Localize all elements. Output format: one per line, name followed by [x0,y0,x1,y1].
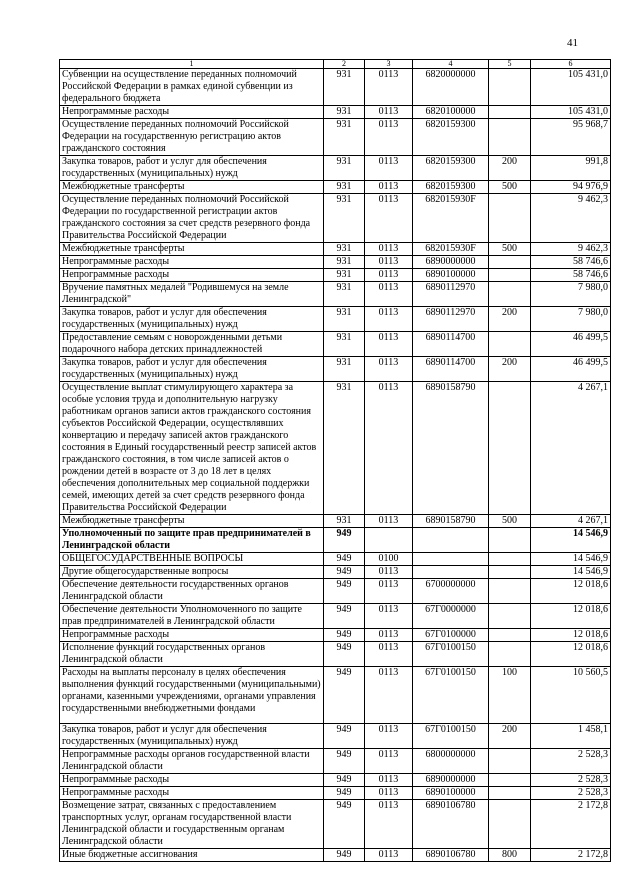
row-rzpr: 0113 [365,382,413,515]
row-rzpr: 0113 [365,69,413,106]
row-rzpr: 0113 [365,604,413,629]
row-name: Закупка товаров, работ и услуг для обеспечения государственных (муниципальных) нужд [60,724,324,749]
row-csr: 6890000000 [413,774,489,787]
row-vr: 200 [489,357,531,382]
row-rzpr: 0113 [365,515,413,528]
header-col-2: 2 [324,60,365,69]
row-vr [489,629,531,642]
row-csr: 6890106780 [413,849,489,862]
budget-table [59,59,611,862]
row-name: Непрограммные расходы [60,106,324,119]
row-vr [489,604,531,629]
row-csr: 6890100000 [413,269,489,282]
row-name: Осуществление выплат стимулирующего характера за особые условия труда и дополнительную нагрузку работникам органов записи актов гражданского состояния субъектов Российской Федерации, осуществлявших конвертацию и передачу записей актов гражданского состояния в Единый государственный реестр записей актов гражданского состояния, в том числе записей актов о рождении детей в возрасте от 3 до 18 лет в целях обеспечения дополнительных мер социальной поддержки семей, имеющих детей за счет средств резервного фонда Правительства Российской Федерации [60,382,324,515]
table-row [60,749,611,774]
row-sum: 46 499,5 [531,357,611,382]
row-name: Субвенции на осуществление переданных полномочий Российской Федерации в рамках единой субвенции из федерального бюджета [60,69,324,106]
row-ved: 931 [324,515,365,528]
row-rzpr: 0113 [365,307,413,332]
row-csr: 67Г0100000 [413,629,489,642]
row-ved: 931 [324,69,365,106]
row-vr: 500 [489,181,531,194]
row-csr: 6700000000 [413,579,489,604]
row-sum: 7 980,0 [531,282,611,307]
row-csr: 6890158790 [413,515,489,528]
row-sum: 95 968,7 [531,119,611,156]
row-ved: 949 [324,787,365,800]
row-sum: 2 528,3 [531,787,611,800]
table-row [60,515,611,528]
row-csr: 682015930F [413,243,489,256]
row-vr [489,256,531,269]
row-csr: 6820100000 [413,106,489,119]
table-row [60,629,611,642]
table-row [60,307,611,332]
table-row [60,528,611,553]
row-csr: 6820159300 [413,119,489,156]
row-ved: 949 [324,629,365,642]
table-row [60,119,611,156]
table-row [60,156,611,181]
row-sum: 1 458,1 [531,724,611,749]
row-rzpr: 0113 [365,269,413,282]
row-ved: 949 [324,800,365,849]
row-sum: 58 746,6 [531,269,611,282]
row-ved: 931 [324,269,365,282]
row-name: Непрограммные расходы [60,269,324,282]
table-row [60,382,611,515]
table-row [60,69,611,106]
row-ved: 949 [324,579,365,604]
row-csr: 6890100000 [413,787,489,800]
row-sum: 2 528,3 [531,774,611,787]
row-name: Иные бюджетные ассигнования [60,849,324,862]
row-sum: 12 018,6 [531,579,611,604]
table-row [60,332,611,357]
table-header-row [60,60,611,69]
row-rzpr: 0113 [365,282,413,307]
row-sum: 9 462,3 [531,243,611,256]
row-ved: 931 [324,106,365,119]
row-name: Непрограммные расходы [60,774,324,787]
row-vr [489,269,531,282]
row-name: Межбюджетные трансферты [60,243,324,256]
row-csr [413,528,489,553]
row-rzpr: 0113 [365,357,413,382]
row-csr: 6890106780 [413,800,489,849]
row-name: Закупка товаров, работ и услуг для обеспечения государственных (муниципальных) нужд [60,156,324,181]
row-name: ОБЩЕГОСУДАРСТВЕННЫЕ ВОПРОСЫ [60,553,324,566]
row-csr: 6890114700 [413,357,489,382]
row-vr [489,800,531,849]
row-name: Межбюджетные трансферты [60,181,324,194]
row-vr: 200 [489,156,531,181]
row-sum: 94 976,9 [531,181,611,194]
row-ved: 931 [324,194,365,243]
row-ved: 931 [324,256,365,269]
row-name: Закупка товаров, работ и услуг для обеспечения государственных (муниципальных) нужд [60,307,324,332]
row-csr: 67Г0100150 [413,667,489,724]
table-row [60,181,611,194]
row-ved: 949 [324,553,365,566]
row-csr: 6820159300 [413,156,489,181]
row-name: Осуществление переданных полномочий Российской Федерации по государственной регистрации актов гражданского состояния за счет средств резервного фонда Правительства Российской Федерации [60,194,324,243]
header-col-3: 3 [365,60,413,69]
row-rzpr [365,528,413,553]
row-name: Возмещение затрат, связанных с предоставлением транспортных услуг, органам государственной власти Ленинградской области и государственным органам Ленинградской области [60,800,324,849]
row-csr: 67Г0100150 [413,642,489,667]
row-sum: 4 267,1 [531,382,611,515]
row-sum: 14 546,9 [531,528,611,553]
row-sum: 105 431,0 [531,106,611,119]
row-vr: 200 [489,724,531,749]
row-name: Обеспечение деятельности государственных органов Ленинградской области [60,579,324,604]
row-vr: 500 [489,243,531,256]
row-sum: 12 018,6 [531,604,611,629]
row-vr [489,553,531,566]
row-rzpr: 0113 [365,787,413,800]
table-row [60,849,611,862]
row-sum: 12 018,6 [531,629,611,642]
row-ved: 931 [324,119,365,156]
table-row [60,774,611,787]
row-csr: 67Г0100150 [413,724,489,749]
table-row [60,724,611,749]
row-ved: 931 [324,181,365,194]
row-vr [489,332,531,357]
row-vr [489,69,531,106]
row-vr: 800 [489,849,531,862]
row-rzpr: 0113 [365,667,413,724]
row-vr: 100 [489,667,531,724]
row-sum: 2 528,3 [531,749,611,774]
row-sum: 10 560,5 [531,667,611,724]
table-row [60,604,611,629]
row-name: Другие общегосударственные вопросы [60,566,324,579]
row-ved: 949 [324,849,365,862]
row-ved: 949 [324,528,365,553]
row-ved: 949 [324,667,365,724]
row-rzpr: 0113 [365,724,413,749]
row-name: Закупка товаров, работ и услуг для обеспечения государственных (муниципальных) нужд [60,357,324,382]
row-rzpr: 0113 [365,106,413,119]
table-row [60,579,611,604]
row-sum: 4 267,1 [531,515,611,528]
row-sum: 14 546,9 [531,566,611,579]
row-sum: 12 018,6 [531,642,611,667]
row-ved: 931 [324,282,365,307]
row-ved: 931 [324,357,365,382]
row-rzpr: 0113 [365,849,413,862]
row-name: Межбюджетные трансферты [60,515,324,528]
table-row [60,194,611,243]
row-ved: 949 [324,604,365,629]
row-ved: 949 [324,724,365,749]
row-vr [489,528,531,553]
row-rzpr: 0113 [365,566,413,579]
row-name: Осуществление переданных полномочий Российской Федерации на государственную регистрацию актов гражданского состояния [60,119,324,156]
row-vr [489,642,531,667]
table-row [60,243,611,256]
row-rzpr: 0100 [365,553,413,566]
row-ved: 931 [324,382,365,515]
row-rzpr: 0113 [365,642,413,667]
row-name: Расходы на выплаты персоналу в целях обеспечения выполнения функций государственными (муниципальными) органами, казенными учреждениями, органами управления государственными внебюджетными фондами [60,667,324,724]
table-row [60,667,611,724]
table-row [60,256,611,269]
row-rzpr: 0113 [365,194,413,243]
row-vr [489,774,531,787]
row-csr [413,553,489,566]
row-vr [489,282,531,307]
row-ved: 931 [324,307,365,332]
row-csr: 6890114700 [413,332,489,357]
row-vr [489,382,531,515]
row-vr [489,106,531,119]
row-sum: 2 172,8 [531,849,611,862]
header-col-4: 4 [413,60,489,69]
row-csr: 6800000000 [413,749,489,774]
row-rzpr: 0113 [365,774,413,787]
row-rzpr: 0113 [365,749,413,774]
row-name: Уполномоченный по защите прав предпринимателей в Ленинградской области [60,528,324,553]
table-row [60,106,611,119]
row-csr: 6890112970 [413,282,489,307]
table-row [60,357,611,382]
row-sum: 46 499,5 [531,332,611,357]
row-rzpr: 0113 [365,629,413,642]
table-row [60,642,611,667]
row-rzpr: 0113 [365,579,413,604]
row-ved: 949 [324,642,365,667]
row-rzpr: 0113 [365,181,413,194]
row-sum: 105 431,0 [531,69,611,106]
row-rzpr: 0113 [365,243,413,256]
row-name: Непрограммные расходы органов государственной власти Ленинградской области [60,749,324,774]
row-csr: 67Г0000000 [413,604,489,629]
row-sum: 7 980,0 [531,307,611,332]
table-row [60,269,611,282]
row-csr: 6820159300 [413,181,489,194]
row-name: Предоставление семьям с новорожденными детьми подарочного набора детских принадлежностей [60,332,324,357]
row-sum: 2 172,8 [531,800,611,849]
table-row [60,282,611,307]
row-vr [489,749,531,774]
row-name: Обеспечение деятельности Уполномоченного по защите прав предпринимателей в Ленинградской области [60,604,324,629]
row-sum: 991,8 [531,156,611,181]
row-name: Непрограммные расходы [60,629,324,642]
row-name: Вручение памятных медалей "Родившемуся на земле Ленинградской" [60,282,324,307]
row-csr: 682015930F [413,194,489,243]
row-vr [489,579,531,604]
row-name: Непрограммные расходы [60,256,324,269]
row-ved: 949 [324,566,365,579]
page-number: 41 [567,37,578,49]
row-csr: 6890112970 [413,307,489,332]
row-ved: 949 [324,749,365,774]
table-row [60,787,611,800]
row-sum: 58 746,6 [531,256,611,269]
row-vr [489,566,531,579]
row-name: Исполнение функций государственных органов Ленинградской области [60,642,324,667]
row-sum: 14 546,9 [531,553,611,566]
row-name: Непрограммные расходы [60,787,324,800]
row-vr: 200 [489,307,531,332]
header-col-1: 1 [60,60,324,69]
row-csr: 6820000000 [413,69,489,106]
row-sum: 9 462,3 [531,194,611,243]
table-row [60,553,611,566]
row-csr [413,566,489,579]
row-rzpr: 0113 [365,800,413,849]
row-ved: 931 [324,156,365,181]
row-csr: 6890000000 [413,256,489,269]
row-vr: 500 [489,515,531,528]
header-col-6: 6 [531,60,611,69]
row-ved: 931 [324,243,365,256]
row-vr [489,787,531,800]
row-vr [489,119,531,156]
row-rzpr: 0113 [365,156,413,181]
table-row [60,800,611,849]
header-col-5: 5 [489,60,531,69]
row-rzpr: 0113 [365,119,413,156]
table-row [60,566,611,579]
row-vr [489,194,531,243]
row-rzpr: 0113 [365,256,413,269]
row-csr: 6890158790 [413,382,489,515]
row-ved: 931 [324,332,365,357]
row-rzpr: 0113 [365,332,413,357]
row-ved: 949 [324,774,365,787]
